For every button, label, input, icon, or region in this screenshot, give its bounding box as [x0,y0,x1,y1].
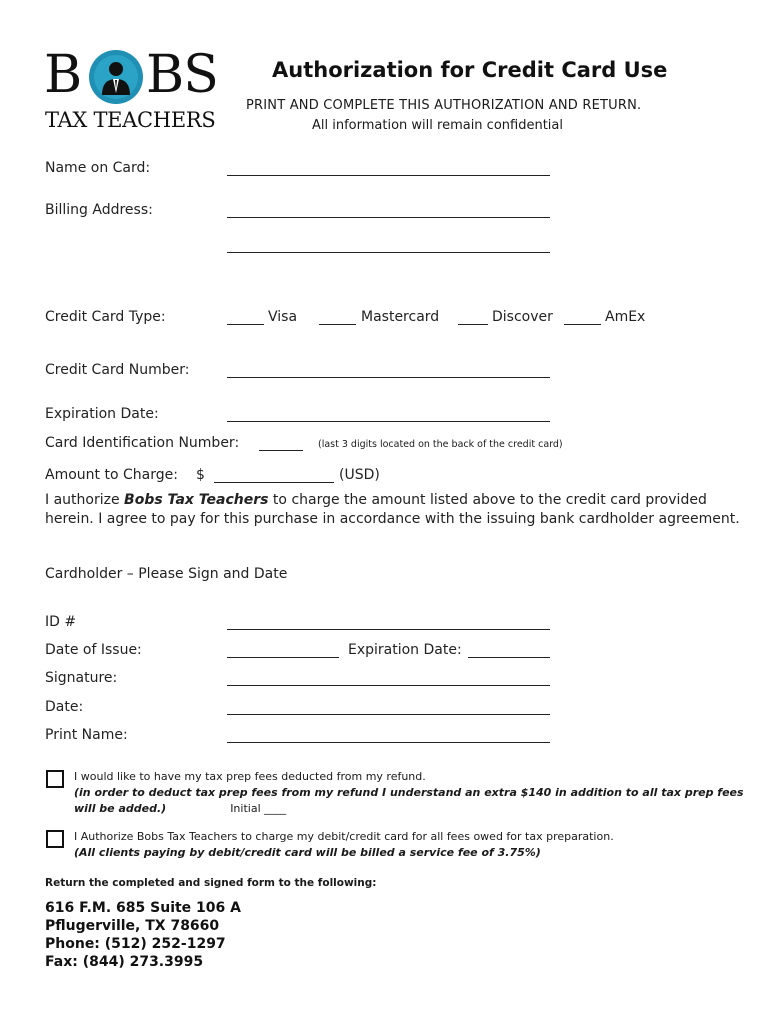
mastercard-label: Mastercard [361,309,440,325]
company-name: Bobs Tax Teachers [124,492,269,508]
form-instruction: PRINT AND COMPLETE THIS AUTHORIZATION AND RETURN. [246,98,642,113]
name-on-card-label: Name on Card: [45,160,151,176]
date-field[interactable] [227,714,550,715]
initial-field[interactable]: Initial ____ [230,802,287,815]
amex-blank[interactable] [564,324,601,325]
amount-field[interactable] [214,482,334,483]
cardholder-heading: Cardholder – Please Sign and Date [45,566,288,582]
card-charge-option: I Authorize Bobs Tax Teachers to charge my debit/credit card for all fees owed for tax preparation. (All clients paying by debit/credit card will be billed a service fee of 3.75%) [74,830,614,859]
mastercard-blank[interactable] [319,324,356,325]
signature-label: Signature: [45,670,118,686]
billing-address-field-1[interactable] [227,217,550,218]
card-id-number-label: Card Identification Number: [45,435,240,451]
card-id-note: (last 3 digits located on the back of the credit card) [318,439,563,450]
company-logo [44,45,226,137]
id-expiration-date-label: Expiration Date: [348,642,462,658]
discover-blank[interactable] [458,324,488,325]
id-field[interactable] [227,629,550,630]
expiration-date-label: Expiration Date: [45,406,159,422]
visa-blank[interactable] [227,324,264,325]
mailing-address [45,899,241,971]
expiration-date-field[interactable] [227,421,550,422]
name-on-card-field[interactable] [227,175,550,176]
amount-to-charge-label: Amount to Charge: [45,467,178,483]
refund-deduction-checkbox[interactable] [46,770,64,788]
currency-note: (USD) [339,467,380,483]
form-title: Authorization for Credit Card Use [272,58,668,82]
credit-card-type-label: Credit Card Type: [45,309,166,325]
billing-address-field-2[interactable] [227,252,550,253]
card-charge-checkbox[interactable] [46,830,64,848]
fax-number: Fax: (844) 273.3995 [45,954,204,970]
billing-address-label: Billing Address: [45,202,153,218]
confidentiality-note: All information will remain confidential [312,118,563,133]
address-line-1: 616 F.M. 685 Suite 106 A [45,900,241,916]
amex-label: AmEx [605,309,646,325]
id-label: ID # [45,614,77,630]
print-name-field[interactable] [227,742,550,743]
phone-number: Phone: (512) 252-1297 [45,936,226,952]
date-label: Date: [45,699,84,715]
date-of-issue-label: Date of Issue: [45,642,142,658]
signature-field[interactable] [227,685,550,686]
visa-label: Visa [268,309,298,325]
discover-label: Discover [492,309,553,325]
businessman-icon [88,49,144,105]
currency-symbol: $ [196,467,205,483]
authorization-statement: I authorize Bobs Tax Teachers to charge the amount listed above to the credit card provided herein. I agree to pay for this purchase in accordance with the issuing bank cardholder agreement. [45,492,740,527]
return-instructions: Return the completed and signed form to the following: [45,877,377,889]
id-expiration-date-field[interactable] [468,657,550,658]
date-of-issue-field[interactable] [227,657,339,658]
address-line-2: Pflugerville, TX 78660 [45,918,220,934]
print-name-label: Print Name: [45,727,128,743]
logo-letter-b: B [44,45,82,105]
logo-tagline: TAX TEACHERS [45,108,216,132]
logo-letters-bs: BS [146,45,218,105]
credit-card-number-label: Credit Card Number: [45,362,190,378]
card-id-number-field[interactable] [259,450,303,451]
credit-card-number-field[interactable] [227,377,550,378]
refund-deduction-option: I would like to have my tax prep fees deducted from my refund. (in order to deduct tax prep fees from my refund I understand an extra $140 in addition to all tax prep fees will be added.) Initial ____ [74,770,744,815]
